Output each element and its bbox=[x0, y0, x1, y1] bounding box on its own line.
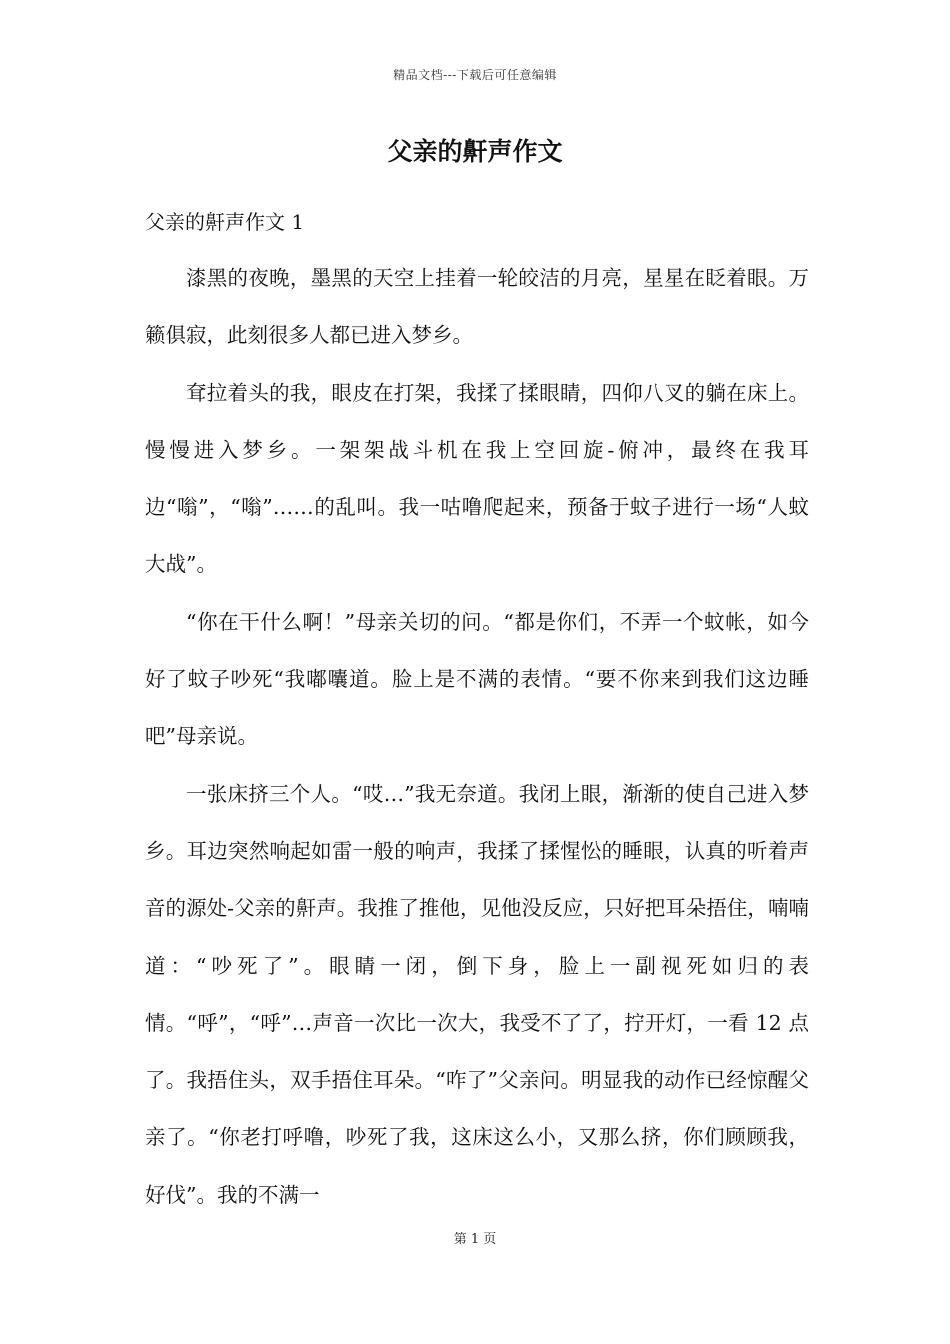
document-body bbox=[145, 250, 809, 1224]
document-subtitle: 父亲的鼾声作文 1 bbox=[145, 210, 305, 234]
paragraph: 一张床挤三个人。“哎…”我无奈道。我闭上眼，渐渐的使自己进入梦乡。耳边突然响起如雷一般的响声，我揉了揉惺忪的睡眼，认真的听着声音的源处-父亲的鼾声。我推了推他，见他没反应，只好把耳朵捂住，喃喃道：“吵死了”。眼睛一闭，倒下身，脸上一副视死如归的表情。“呼”，“呼”…声音一次比一次大，我受不了了，拧开灯，一看 12 点了。我捂住头，双手捂住耳朵。“咋了”父亲问。明显我的动作已经惊醒父亲了。“你老打呼噜，吵死了我，这床这么小，又那么挤，你们顾顾我，好伐”。我的不满一 bbox=[145, 781, 809, 1207]
page-number: 第 1 页 bbox=[453, 1232, 497, 1247]
document-title: 父亲的鼾声作文 bbox=[387, 137, 563, 166]
paragraph: 耷拉着头的我，眼皮在打架，我揉了揉眼睛，四仰八叉的躺在床上。慢慢进入梦乡。一架架战斗机在我上空回旋-俯冲，最终在我耳边“嗡”，“嗡”……的乱叫。我一咕噜爬起来，预备于蚊子进行一场“人蚊大战”。 bbox=[145, 380, 809, 577]
paragraph: 漆黑的夜晚，墨黑的天空上挂着一轮皎洁的月亮，星星在眨着眼。万籁俱寂，此刻很多人都已进入梦乡。 bbox=[145, 266, 809, 348]
paragraph: “你在干什么啊！”母亲关切的问。“都是你们，不弄一个蚊帐，如今好了蚊子吵死“我嘟囔道。脸上是不满的表情。“要不你来到我们这边睡吧”母亲说。 bbox=[145, 609, 809, 749]
header-note: 精品文档---下载后可任意编辑 bbox=[393, 68, 557, 82]
